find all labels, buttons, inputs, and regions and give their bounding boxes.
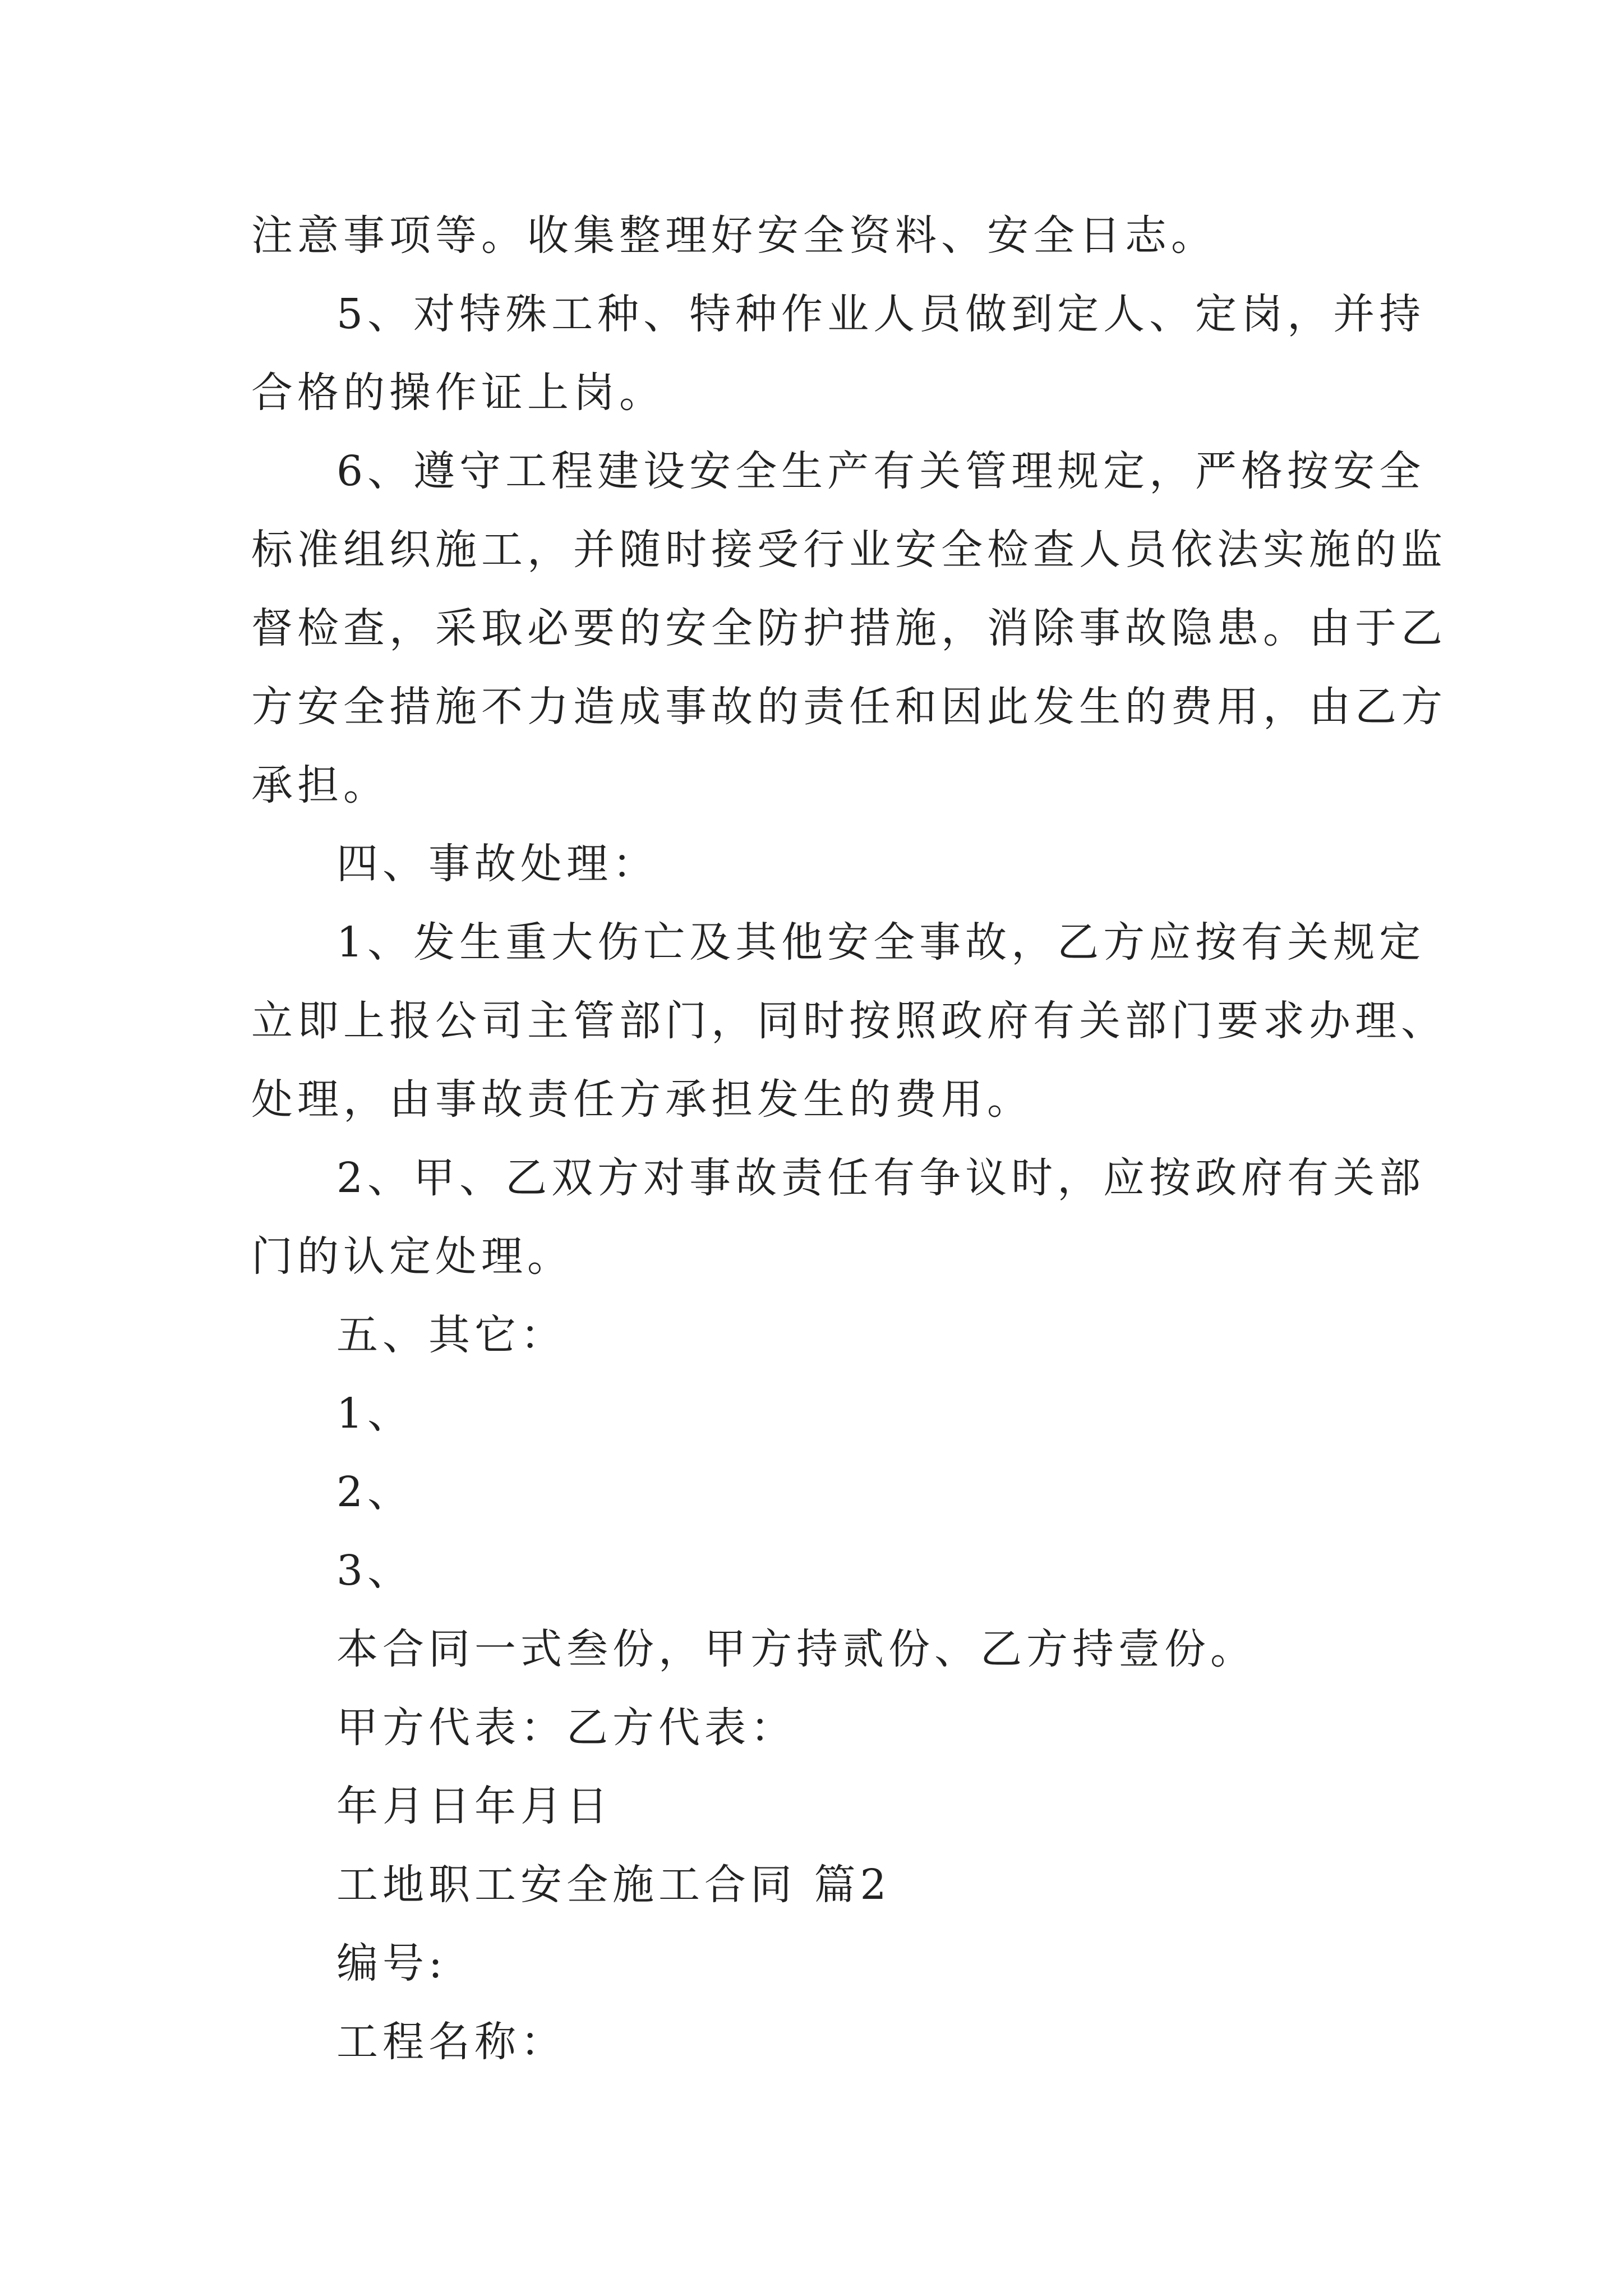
text-line-10: 1、发生重大伤亡及其他安全事故，乙方应按有关规定: [336, 918, 1426, 967]
representatives-line: 甲方代表：乙方代表：: [336, 1704, 796, 1752]
text-line-7: 方安全措施不力造成事故的责任和因此发生的费用，由乙方: [251, 683, 1447, 731]
section-heading-accident: 四、事故处理：: [336, 840, 658, 888]
text-line-13: 2、甲、乙双方对事故责任有争议时，应按政府有关部: [336, 1154, 1426, 1202]
date-line: 年月日年月日: [336, 1782, 612, 1830]
text-line-4: 6、遵守工程建设安全生产有关管理规定，严格按安全: [336, 447, 1426, 495]
list-item-3: 3、: [336, 1547, 414, 1595]
project-name-label: 工程名称：: [336, 2018, 566, 2066]
list-item-1: 1、: [336, 1389, 414, 1438]
list-item-2: 2、: [336, 1468, 414, 1516]
section-heading-other: 五、其它：: [336, 1311, 566, 1359]
text-line-2: 5、对特殊工种、特种作业人员做到定人、定岗，并持: [336, 290, 1426, 338]
text-line-11: 立即上报公司主管部门，同时按照政府有关部门要求办理、: [251, 997, 1447, 1045]
contract-copies-line: 本合同一式叁份，甲方持贰份、乙方持壹份。: [336, 1625, 1256, 1673]
text-line-6: 督检查，采取必要的安全防护措施，消除事故隐患。由于乙: [251, 604, 1447, 652]
text-line-12: 处理，由事故责任方承担发生的费用。: [251, 1075, 1033, 1124]
text-line-14: 门的认定处理。: [251, 1232, 573, 1281]
text-line-1: 注意事项等。收集整理好安全资料、安全日志。: [251, 211, 1217, 260]
contract-title-2: 工地职工安全施工合同 篇2: [336, 1861, 891, 1909]
text-line-3: 合格的操作证上岗。: [251, 369, 665, 417]
text-line-5: 标准组织施工，并随时接受行业安全检查人员依法实施的监: [251, 526, 1447, 574]
text-line-8: 承担。: [251, 761, 389, 809]
document-body: [251, 196, 1474, 2081]
number-label: 编号:: [336, 1939, 447, 1987]
